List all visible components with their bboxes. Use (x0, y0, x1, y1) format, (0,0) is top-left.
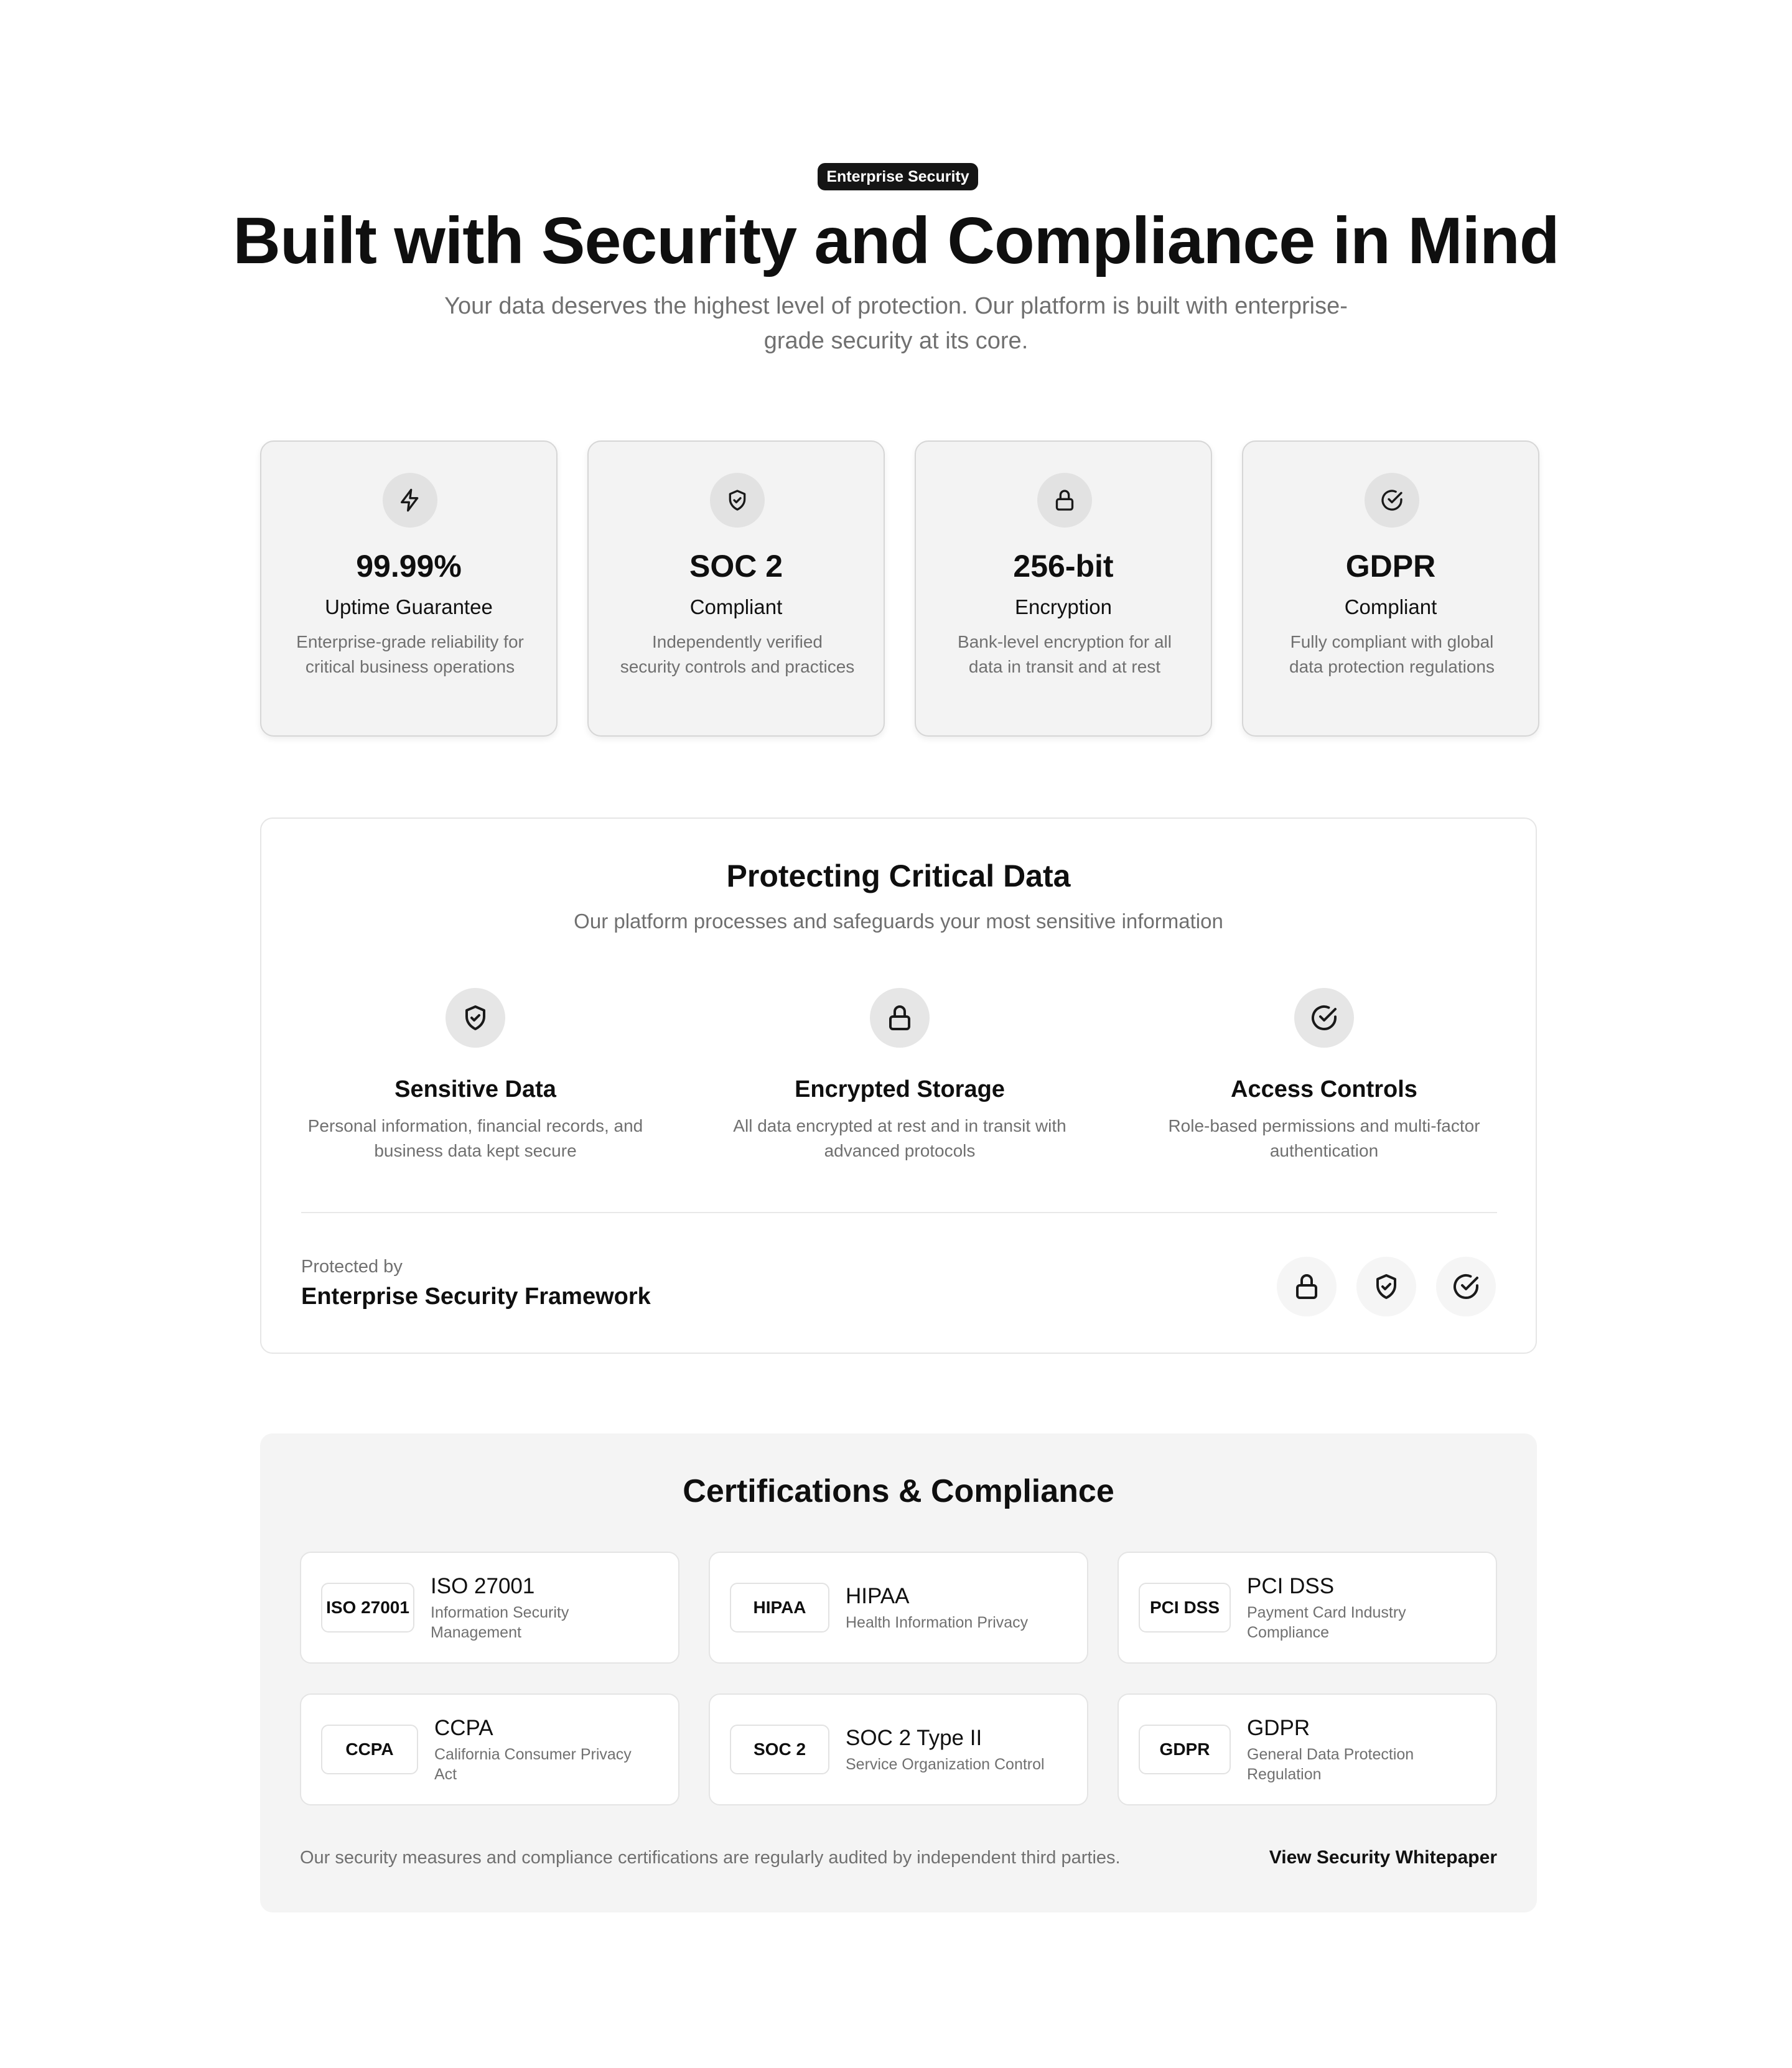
cert-description: Service Organization Control (846, 1756, 1045, 1773)
stat-value: SOC 2 (689, 549, 783, 584)
cert-card-pci-dss (1118, 1552, 1497, 1664)
feature-title: Encrypted Storage (795, 1076, 1005, 1102)
circle-check-icon (1365, 473, 1419, 528)
stat-label: Uptime Guarantee (325, 595, 493, 618)
cert-description: General Data Protection (1247, 1746, 1414, 1763)
stat-card-uptime (260, 440, 558, 737)
stat-card-gdpr (1242, 440, 1539, 737)
cert-card-hipaa (709, 1552, 1088, 1664)
cert-description: Act (434, 1766, 457, 1783)
page-subtitle-line: grade security at its core. (763, 328, 1029, 354)
enterprise-security-badge: Enterprise Security (818, 163, 978, 190)
shield-check-icon (1356, 1257, 1416, 1316)
shield-check-icon (446, 988, 505, 1048)
stat-label: Compliant (1344, 595, 1437, 618)
cert-card-gdpr (1118, 1693, 1497, 1805)
page-title: Built with Security and Compliance in Mind (233, 204, 1559, 277)
stat-description: Enterprise-grade reliability for critical business operations (296, 632, 524, 676)
stat-value: GDPR (1345, 549, 1436, 584)
audit-note: Our security measures and compliance certifications are regularly audited by independent third parties. (300, 1848, 1121, 1868)
cert-badge: ISO 27001 (321, 1583, 414, 1633)
feature-sensitive-data (282, 988, 668, 1163)
cert-badge: HIPAA (730, 1583, 829, 1633)
lock-icon (1277, 1257, 1337, 1316)
stat-value: 99.99% (356, 549, 462, 584)
cert-card-iso27001 (300, 1552, 679, 1664)
stat-card-encryption (915, 440, 1212, 737)
cert-name: CCPA (434, 1716, 493, 1740)
stat-description: Independently verified security controls and practices (620, 632, 855, 676)
cert-description: California Consumer Privacy (434, 1746, 632, 1763)
stat-description: Fully compliant with global data protection regulations (1289, 632, 1495, 676)
cert-name: HIPAA (846, 1584, 910, 1608)
cert-badge: GDPR (1139, 1725, 1231, 1774)
shield-check-icon (710, 473, 765, 528)
cert-badge: PCI DSS (1139, 1583, 1231, 1633)
cert-name: SOC 2 Type II (846, 1726, 982, 1750)
cert-card-soc2 (709, 1693, 1088, 1805)
cert-badge: CCPA (321, 1725, 418, 1774)
feature-title: Sensitive Data (394, 1076, 556, 1102)
certifications-panel (260, 1433, 1537, 1912)
section-title: Protecting Critical Data (726, 859, 1071, 893)
cert-description: Compliance (1247, 1624, 1330, 1641)
stat-description: Bank-level encryption for all data in transit and at rest (958, 632, 1172, 676)
lock-icon (870, 988, 930, 1048)
stat-label: Encryption (1015, 595, 1112, 618)
stat-label: Compliant (689, 595, 783, 618)
feature-title: Access Controls (1231, 1076, 1417, 1102)
lock-icon (1037, 473, 1092, 528)
section-subtitle: Our platform processes and safeguards your most sensitive information (574, 910, 1223, 933)
cert-name: GDPR (1247, 1716, 1310, 1740)
cert-name: PCI DSS (1247, 1574, 1335, 1598)
framework-name: Enterprise Security Framework (301, 1283, 651, 1310)
protecting-data-panel (260, 817, 1537, 1354)
bolt-icon (383, 473, 437, 528)
stat-card-soc2 (587, 440, 885, 737)
page-subtitle-line: Your data deserves the highest level of protection. Our platform is built with enterprise- (444, 293, 1348, 319)
cert-card-ccpa (300, 1693, 679, 1805)
cert-description: Information Security (431, 1604, 569, 1621)
page-subtitle (423, 289, 1369, 358)
feature-description: Role-based permissions and multi-factor authentication (1168, 1116, 1480, 1160)
cert-description: Health Information Privacy (846, 1614, 1029, 1631)
feature-encrypted-storage (707, 988, 1093, 1163)
cert-badge: SOC 2 (730, 1725, 829, 1774)
feature-description: All data encrypted at rest and in transit with advanced protocols (733, 1116, 1066, 1160)
cert-description: Payment Card Industry (1247, 1604, 1406, 1621)
view-whitepaper-link[interactable]: View Security Whitepaper (1269, 1847, 1497, 1868)
feature-description: Personal information, financial records, and business data kept secure (307, 1116, 643, 1160)
stat-value: 256-bit (1013, 549, 1114, 584)
cert-description: Regulation (1247, 1766, 1322, 1783)
circle-check-icon (1436, 1257, 1496, 1316)
section-title: Certifications & Compliance (683, 1473, 1114, 1509)
circle-check-icon (1294, 988, 1354, 1048)
cert-description: Management (431, 1624, 521, 1641)
feature-access-controls (1131, 988, 1517, 1163)
protected-by-label: Protected by (301, 1257, 403, 1277)
divider (301, 1212, 1497, 1213)
cert-name: ISO 27001 (431, 1574, 535, 1598)
